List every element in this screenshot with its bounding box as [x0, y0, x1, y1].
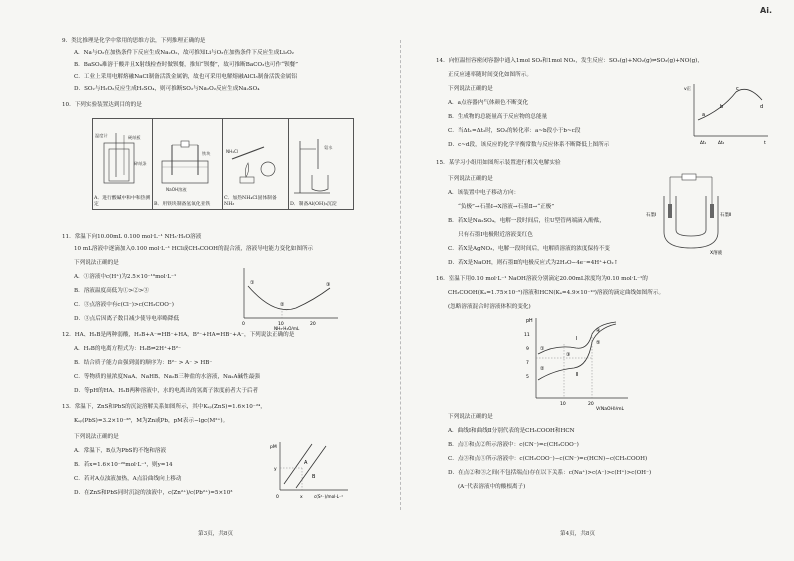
- q10-stem: 10．下列实验装置达到目的的是: [62, 102, 142, 108]
- q10-cell-a: [93, 119, 153, 210]
- right-page-footer: 第4页，共8页: [560, 531, 596, 538]
- q16-point-1: ①: [540, 346, 545, 352]
- q11-point-1: ①: [250, 280, 255, 286]
- left-page: [62, 38, 380, 538]
- q14-option-b: B．生成物的总能量高于反应物的总能量: [448, 114, 548, 120]
- q14-dt2: Δt₂: [718, 140, 725, 145]
- q15-option-a: A．该装置中电子移动方向：: [448, 190, 520, 196]
- calorimeter-diagram: [94, 129, 150, 193]
- label-naoh: NaOH溶液: [166, 187, 187, 193]
- q16-ytick-11: 11: [524, 333, 530, 338]
- q15-label-graphite-1: 石墨Ⅰ: [646, 213, 657, 218]
- q13-tick-y: y: [274, 467, 277, 472]
- q14-option-a: A．a点容器内气体颜色不断变化: [448, 100, 529, 106]
- q16-stem-3: (忽略溶液混合时溶液体积的变化): [448, 304, 531, 310]
- q12-stem: 12．HA、H₂B是两种弱酸，H₂B+A⁻=HB⁻+HA，B²⁻+HA=HB⁻+A⁻，下列说法正确的是: [62, 332, 295, 338]
- q10-cell-a-caption: A．进行酸碱中和中和热测定: [94, 196, 151, 208]
- q13-point-b: B: [312, 474, 316, 480]
- label-cardboard: 硬纸板: [128, 135, 141, 141]
- q16-xlabel: V(NaOH)/mL: [596, 407, 625, 410]
- q15-option-b-detail: 只有石墨Ⅰ电极附近溶液变红色: [458, 232, 533, 238]
- corner-mark: Ai.: [760, 6, 772, 15]
- q13-tick-0: 0: [276, 495, 279, 500]
- q11-conductivity-graph: [234, 264, 344, 330]
- q9-option-c: C．工业上采用电解熔融NaCl制备活泼金属钠，故也可采用电解熔融AlCl₃制备活泼金属铝: [74, 74, 297, 80]
- q16-option-b: B．点①和点②所示溶液中：c(CN⁻)=c(CH₃COO⁻): [448, 442, 579, 448]
- label-nh4cl: NH₄Cl: [226, 149, 239, 155]
- q14-xlabel: t: [764, 141, 766, 146]
- q16-option-a: A．曲线Ⅰ和曲线Ⅱ分别代表的是CH₃COOH和HCN: [448, 428, 575, 434]
- q16-stem: 16．室温下用0.10 mol·L⁻¹ NaOH溶液分别滴定20.00mL浓度均为0.10 mol·L⁻¹的: [436, 276, 648, 282]
- page-divider: [400, 40, 401, 510]
- q15-option-c: C．若X是AgNO₃，电解一段时间后，电解质溶液的浓度保持不变: [448, 246, 610, 252]
- q15-stem: 15．某学习小组用如图所示装置进行相关电解实验: [436, 160, 561, 166]
- q13-solubility-graph: [268, 438, 354, 502]
- q13-prompt: 下列说法正确的是: [74, 434, 119, 440]
- q14-rate-graph: [682, 80, 772, 150]
- q16-ylabel: pH: [526, 319, 533, 324]
- q13-option-b: B．若x=1.6×10⁻²⁰mol·L⁻¹，则y=14: [74, 462, 173, 468]
- q16-option-c: C．点③和点⑤所示溶液中：c(CH₃COO⁻)−c(CN⁻)=c(HCN)−c(CH₃COOH): [448, 456, 648, 462]
- q13-stem: 13．常温下，ZnS和PbS的沉淀溶解关系如图所示，其中Kₛₚ(ZnS)=1.6×10⁻²⁴，: [62, 404, 266, 410]
- label-ammonia: 氨水: [324, 145, 333, 151]
- q13-ylabel: pM: [270, 445, 277, 450]
- q11-prompt: 下列说法正确的是: [74, 260, 119, 266]
- q16-option-d-note: (A⁻代表溶液中的酸根离子): [458, 484, 526, 490]
- q12-option-a: A．H₂B的电离方程式为：H₂B⇌2H⁺+B²⁻: [74, 346, 181, 352]
- q11-option-a: A．①溶液中c(H⁺)为2.5×10⁻¹⁰mol·L⁻¹: [74, 274, 177, 280]
- q9-stem: 9．类比推理是化学中常用的思维方法，下列推理正确的是: [62, 38, 206, 44]
- q14-ylabel: v正: [684, 87, 692, 92]
- q14-point-a: a: [702, 112, 706, 118]
- q10-cell-d-caption: D．制备Al(OH)₃沉淀: [290, 202, 337, 208]
- q16-prompt: 下列说法正确的是: [448, 414, 493, 420]
- q13-stem-2: Kₛₚ(PbS)=3.2×10⁻²⁸，M为Zn或Pb，pM表示−lgc(M²⁺)。: [74, 418, 229, 424]
- label-iron: 铁块: [202, 151, 211, 157]
- heating-diagram: [224, 129, 286, 193]
- q11-tick-20: 20: [310, 322, 316, 327]
- label-thermometer: 温度计: [95, 133, 108, 139]
- q15-label-graphite-2: 石墨Ⅱ: [720, 213, 732, 218]
- q15-option-b: B．若X是Na₂SO₄，电解一段时间后，往U型管两端滴入酚酞，: [448, 218, 606, 224]
- q10-cell-c: [223, 119, 289, 210]
- q11-tick-10: 10: [278, 322, 284, 327]
- q14-point-c: c: [736, 86, 739, 92]
- q10-cell-c-caption: C．加热NH₄Cl固体制备NH₃: [224, 196, 277, 208]
- q16-point-5: ⑤: [596, 340, 601, 346]
- q13-tick-x: x: [300, 495, 303, 500]
- q15-option-d: D．若X是NaOH，则石墨Ⅱ的电极反应式为2H₂O−4e⁻=4H⁺+O₂↑: [448, 260, 619, 266]
- q11-xlabel: NH₃·H₂O/mL: [274, 326, 300, 330]
- q14-option-c: C．当Δt₁=Δt₂时，SO₂的转化率：a~b段小于b~c段: [448, 128, 581, 134]
- q11-option-b: B．溶液温度高低为①>②>③: [74, 288, 150, 294]
- label-paper-strips: 碎纸条: [134, 161, 147, 167]
- q10-cell-b-caption: B．用铁块制备氢氧化亚铁: [154, 202, 211, 208]
- q11-option-d: D．③点后因离子数目减少使导电率略降低: [74, 316, 180, 322]
- q16-curve-2: Ⅱ: [576, 372, 579, 378]
- q12-option-d: D．等pH的HA、H₂B两种溶液中，水的电离出的氢离子浓度前者大于后者: [74, 388, 259, 394]
- q11-option-c: C．③点溶液中有c(Cl⁻)>c(CH₃COO⁻): [74, 302, 174, 308]
- q13-option-d: D．在ZnS和PbS同时沉淀的浊液中，c(Zn²⁺)/c(Pb²⁺)=5×10³: [74, 490, 233, 496]
- precipitate-diagram: [290, 135, 350, 199]
- q13-point-a: A: [304, 460, 308, 466]
- q13-xlabel: c(S²⁻)/mol·L⁻¹: [314, 494, 343, 499]
- q16-ytick-9: 9: [526, 347, 529, 352]
- q10-cell-d: [289, 119, 354, 210]
- left-page-footer: 第3页，共8页: [198, 531, 234, 538]
- q16-ytick-5: 5: [526, 375, 529, 380]
- q16-xtick-20: 20: [588, 402, 594, 407]
- q13-option-c: C．若对A点浊液加热，A点沿曲线向上移动: [74, 476, 182, 482]
- q14-point-d: d: [760, 104, 764, 110]
- q15-option-a-detail: “负极”→石墨Ⅰ→X溶液→石墨Ⅱ→“正极”: [458, 204, 555, 210]
- q11-point-3: ③: [326, 282, 331, 288]
- q14-stem: 14．向恒温恒容密闭容器中通入1mol SO₂和1mol NO₂，发生反应：SO₂(g)+NO₂(g)⇌SO₃(g)+NO(g)，: [436, 58, 703, 64]
- q16-point-4: ④: [596, 328, 601, 334]
- q10-cell-b: [153, 119, 223, 210]
- q14-point-b: b: [720, 104, 724, 110]
- q10-apparatus-table: [92, 118, 354, 210]
- q14-prompt: 下列说法正确的是: [448, 86, 493, 92]
- q11-tick-0: 0: [242, 322, 245, 327]
- q16-curve-1: Ⅰ: [576, 336, 578, 342]
- q9-option-d: D．SO₂与H₂O₂反应生成H₂SO₄，则可推断SO₂与Na₂O₂反应生成Na₂SO₄: [74, 86, 260, 92]
- q12-option-b: B．结合质子能力由强到弱的顺序为：B²⁻ > A⁻ > HB⁻: [74, 360, 213, 366]
- q15-u-tube-diagram: [646, 170, 736, 256]
- q9-option-a: A．Na与O₂在加热条件下反应生成Na₂O₂，故可推知Li与O₂在加热条件下反应生成Li₂O₂: [74, 50, 294, 56]
- right-page: [436, 38, 776, 538]
- q14-dt1: Δt₁: [700, 140, 707, 145]
- q15-prompt: 下列说法正确的是: [448, 176, 493, 182]
- q16-stem-2: CH₃COOH(Kₐ=1.75×10⁻⁵)溶液和HCN(Kₐ=4.9×10⁻¹⁰)溶液的滴定曲线如图所示。: [448, 290, 665, 296]
- q9-option-b: B．BaSO₄难溶于酸并且X射线检查时做钡餐，推知“钡餐”，故可推断BaCO₃也可作“钡餐”: [74, 62, 299, 68]
- q16-xtick-10: 10: [560, 402, 566, 407]
- q14-stem-2: 正反应速率随时间变化如图所示。: [448, 72, 532, 78]
- q14-option-d: D．c~d段，该反应的化学平衡常数与反应体系不断降低上图所示: [448, 142, 610, 148]
- q16-point-2: ②: [540, 366, 545, 372]
- q15-label-x-solution: X溶液: [710, 251, 723, 256]
- q11-stem: 11．常温下向10.00mL 0.100 mol·L⁻¹ NH₃·H₂O溶液: [62, 234, 202, 240]
- q11-point-2: ②: [280, 302, 285, 308]
- q16-point-3: ③: [566, 352, 571, 358]
- electrolysis-diagram: [154, 135, 220, 199]
- q16-option-d: D．在点②和③之间(不包括端点)存在以下关系：c(Na⁺)>c(A⁻)>c(H⁺)>c(OH⁻): [448, 470, 652, 476]
- q13-option-a: A．常温下，B点为PbS的不饱和溶液: [74, 448, 167, 454]
- q16-titration-graph: [516, 314, 636, 410]
- q16-ytick-7: 7: [526, 361, 529, 366]
- q11-stem-2: 10 mL溶液中逐滴加入0.100 mol·L⁻¹ HCl或CH₃COOH的混合液，溶液导电能力变化如图所示: [74, 246, 314, 252]
- q12-option-c: C．等物质的量浓度NaA、NaHB、Na₂B三种盐的水溶液，Na₂A碱性最强: [74, 374, 260, 380]
